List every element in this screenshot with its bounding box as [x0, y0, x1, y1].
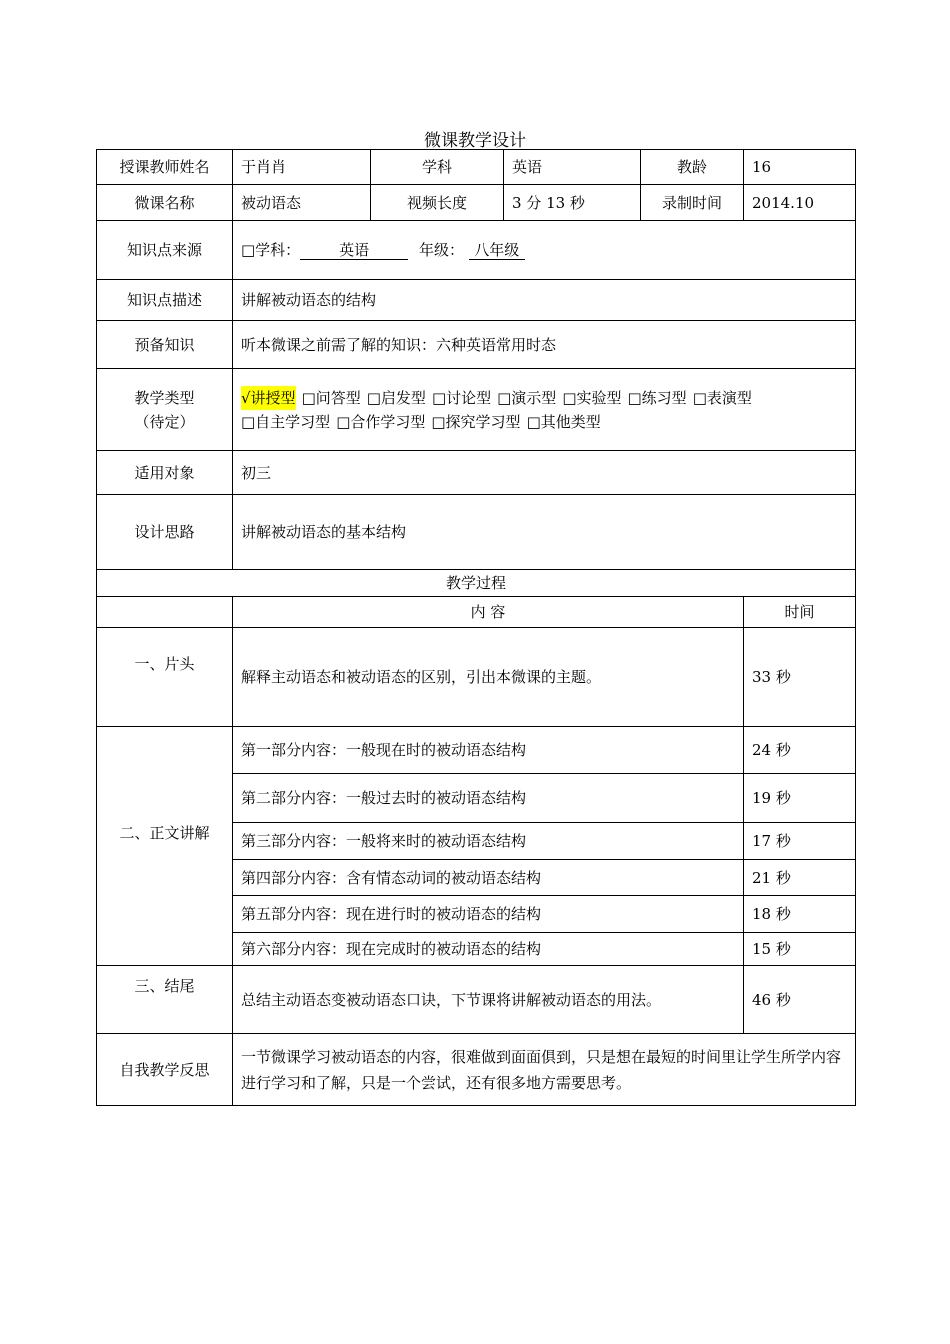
- teaching-type-label: [97, 369, 233, 451]
- teaching-type-row: [97, 369, 856, 451]
- process-title-row: [97, 570, 856, 597]
- body-part-content: 第一部分内容：一般现在时的被动语态结构: [233, 727, 744, 774]
- reflection-label: 自我教学反思: [97, 1034, 233, 1106]
- length-label: 视频长度: [371, 185, 504, 221]
- design-table: [96, 149, 856, 1106]
- audience-row: [97, 451, 856, 495]
- ending-label: 三、结尾: [97, 966, 233, 1034]
- process-header-row: [97, 597, 856, 628]
- length-value: 3 分 13 秒: [504, 185, 641, 221]
- teacher-row: [97, 150, 856, 185]
- body-part-time: 19 秒: [744, 774, 856, 823]
- prerequisite-label: 预备知识: [97, 321, 233, 369]
- record-time-value: 2014.10: [744, 185, 856, 221]
- intro-content: 解释主动语态和被动语态的区别，引出本微课的主题。: [233, 628, 744, 727]
- option-checkbox[interactable]: □讨论型: [431, 388, 492, 407]
- teacher-label: 授课教师姓名: [97, 150, 233, 185]
- ending-content: 总结主动语态变被动语态口诀，下节课将讲解被动语态的用法。: [233, 966, 744, 1034]
- time-header: 时间: [744, 597, 856, 628]
- ending-time: 46 秒: [744, 966, 856, 1034]
- body-part-time: 21 秒: [744, 860, 856, 896]
- option-checkbox[interactable]: □探究学习型: [431, 412, 521, 431]
- option-checkbox[interactable]: □其他类型: [526, 412, 601, 431]
- option-checkbox[interactable]: □演示型: [497, 388, 557, 407]
- body-part-time: 15 秒: [744, 933, 856, 966]
- subject-value: 英语: [504, 150, 641, 185]
- course-label: 微课名称: [97, 185, 233, 221]
- option-checkbox[interactable]: □合作学习型: [336, 412, 426, 431]
- design-row: [97, 495, 856, 570]
- body-part-row: [97, 727, 856, 774]
- option-checkbox[interactable]: □练习型: [627, 388, 687, 407]
- source-subject-value: 英语: [300, 241, 408, 260]
- body-part-time: 24 秒: [744, 727, 856, 774]
- option-checkbox[interactable]: □问答型: [301, 388, 361, 407]
- course-value: 被动语态: [233, 185, 371, 221]
- teaching-type-options-row2: [241, 410, 847, 434]
- content-header: 内 容: [233, 597, 744, 628]
- description-row: [97, 280, 856, 321]
- description-label: 知识点描述: [97, 280, 233, 321]
- body-part-time: 18 秒: [744, 896, 856, 933]
- ending-row: [97, 966, 856, 1034]
- reflection-value: 一节微课学习被动语态的内容，很难做到面面俱到，只是想在最短的时间里让学生所学内容进行学习和了解，只是一个尝试，还有很多地方需要思考。: [233, 1034, 856, 1106]
- option-checkbox[interactable]: □实验型: [562, 388, 622, 407]
- design-value: 讲解被动语态的基本结构: [233, 495, 856, 570]
- source-subject-prefix: □学科：: [241, 241, 301, 259]
- option-checkbox[interactable]: □启发型: [366, 388, 426, 407]
- source-row: [97, 221, 856, 280]
- source-grade-value: 八年级: [469, 241, 525, 260]
- years-label: 教龄: [641, 150, 744, 185]
- description-value: 讲解被动语态的结构: [233, 280, 856, 321]
- years-value: 16: [744, 150, 856, 185]
- body-part-content: 第六部分内容：现在完成时的被动语态的结构: [233, 933, 744, 966]
- process-title: 教学过程: [97, 570, 856, 597]
- prerequisite-row: [97, 321, 856, 369]
- teaching-type-options: [233, 369, 856, 451]
- intro-label: 一、片头: [97, 628, 233, 727]
- source-grade-prefix: 年级：: [418, 241, 464, 259]
- option-lecture-checked[interactable]: √讲授型: [241, 386, 296, 410]
- teaching-type-label-line2: （待定）: [134, 412, 195, 431]
- option-checkbox[interactable]: □自主学习型: [241, 412, 331, 431]
- source-label: 知识点来源: [97, 221, 233, 280]
- subject-label: 学科: [371, 150, 504, 185]
- teacher-value: 于肖肖: [233, 150, 371, 185]
- body-part-content: 第二部分内容：一般过去时的被动语态结构: [233, 774, 744, 823]
- intro-time: 33 秒: [744, 628, 856, 727]
- body-part-content: 第四部分内容：含有情态动词的被动语态结构: [233, 860, 744, 896]
- course-row: [97, 185, 856, 221]
- teaching-type-options-row1: [241, 386, 847, 410]
- body-part-content: 第五部分内容：现在进行时的被动语态的结构: [233, 896, 744, 933]
- source-value: [233, 221, 856, 280]
- design-label: 设计思路: [97, 495, 233, 570]
- audience-value: 初三: [233, 451, 856, 495]
- document-title: 微课教学设计: [424, 131, 526, 151]
- audience-label: 适用对象: [97, 451, 233, 495]
- prerequisite-value: 听本微课之前需了解的知识：六种英语常用时态: [233, 321, 856, 369]
- reflection-row: [97, 1034, 856, 1106]
- teaching-type-label-line1: 教学类型: [134, 388, 195, 407]
- intro-row: [97, 628, 856, 727]
- body-part-time: 17 秒: [744, 823, 856, 860]
- body-part-content: 第三部分内容：一般将来时的被动语态结构: [233, 823, 744, 860]
- record-time-label: 录制时间: [641, 185, 744, 221]
- body-label: 二、正文讲解: [97, 727, 233, 966]
- process-header-blank: [97, 597, 233, 628]
- option-checkbox[interactable]: □表演型: [692, 388, 752, 407]
